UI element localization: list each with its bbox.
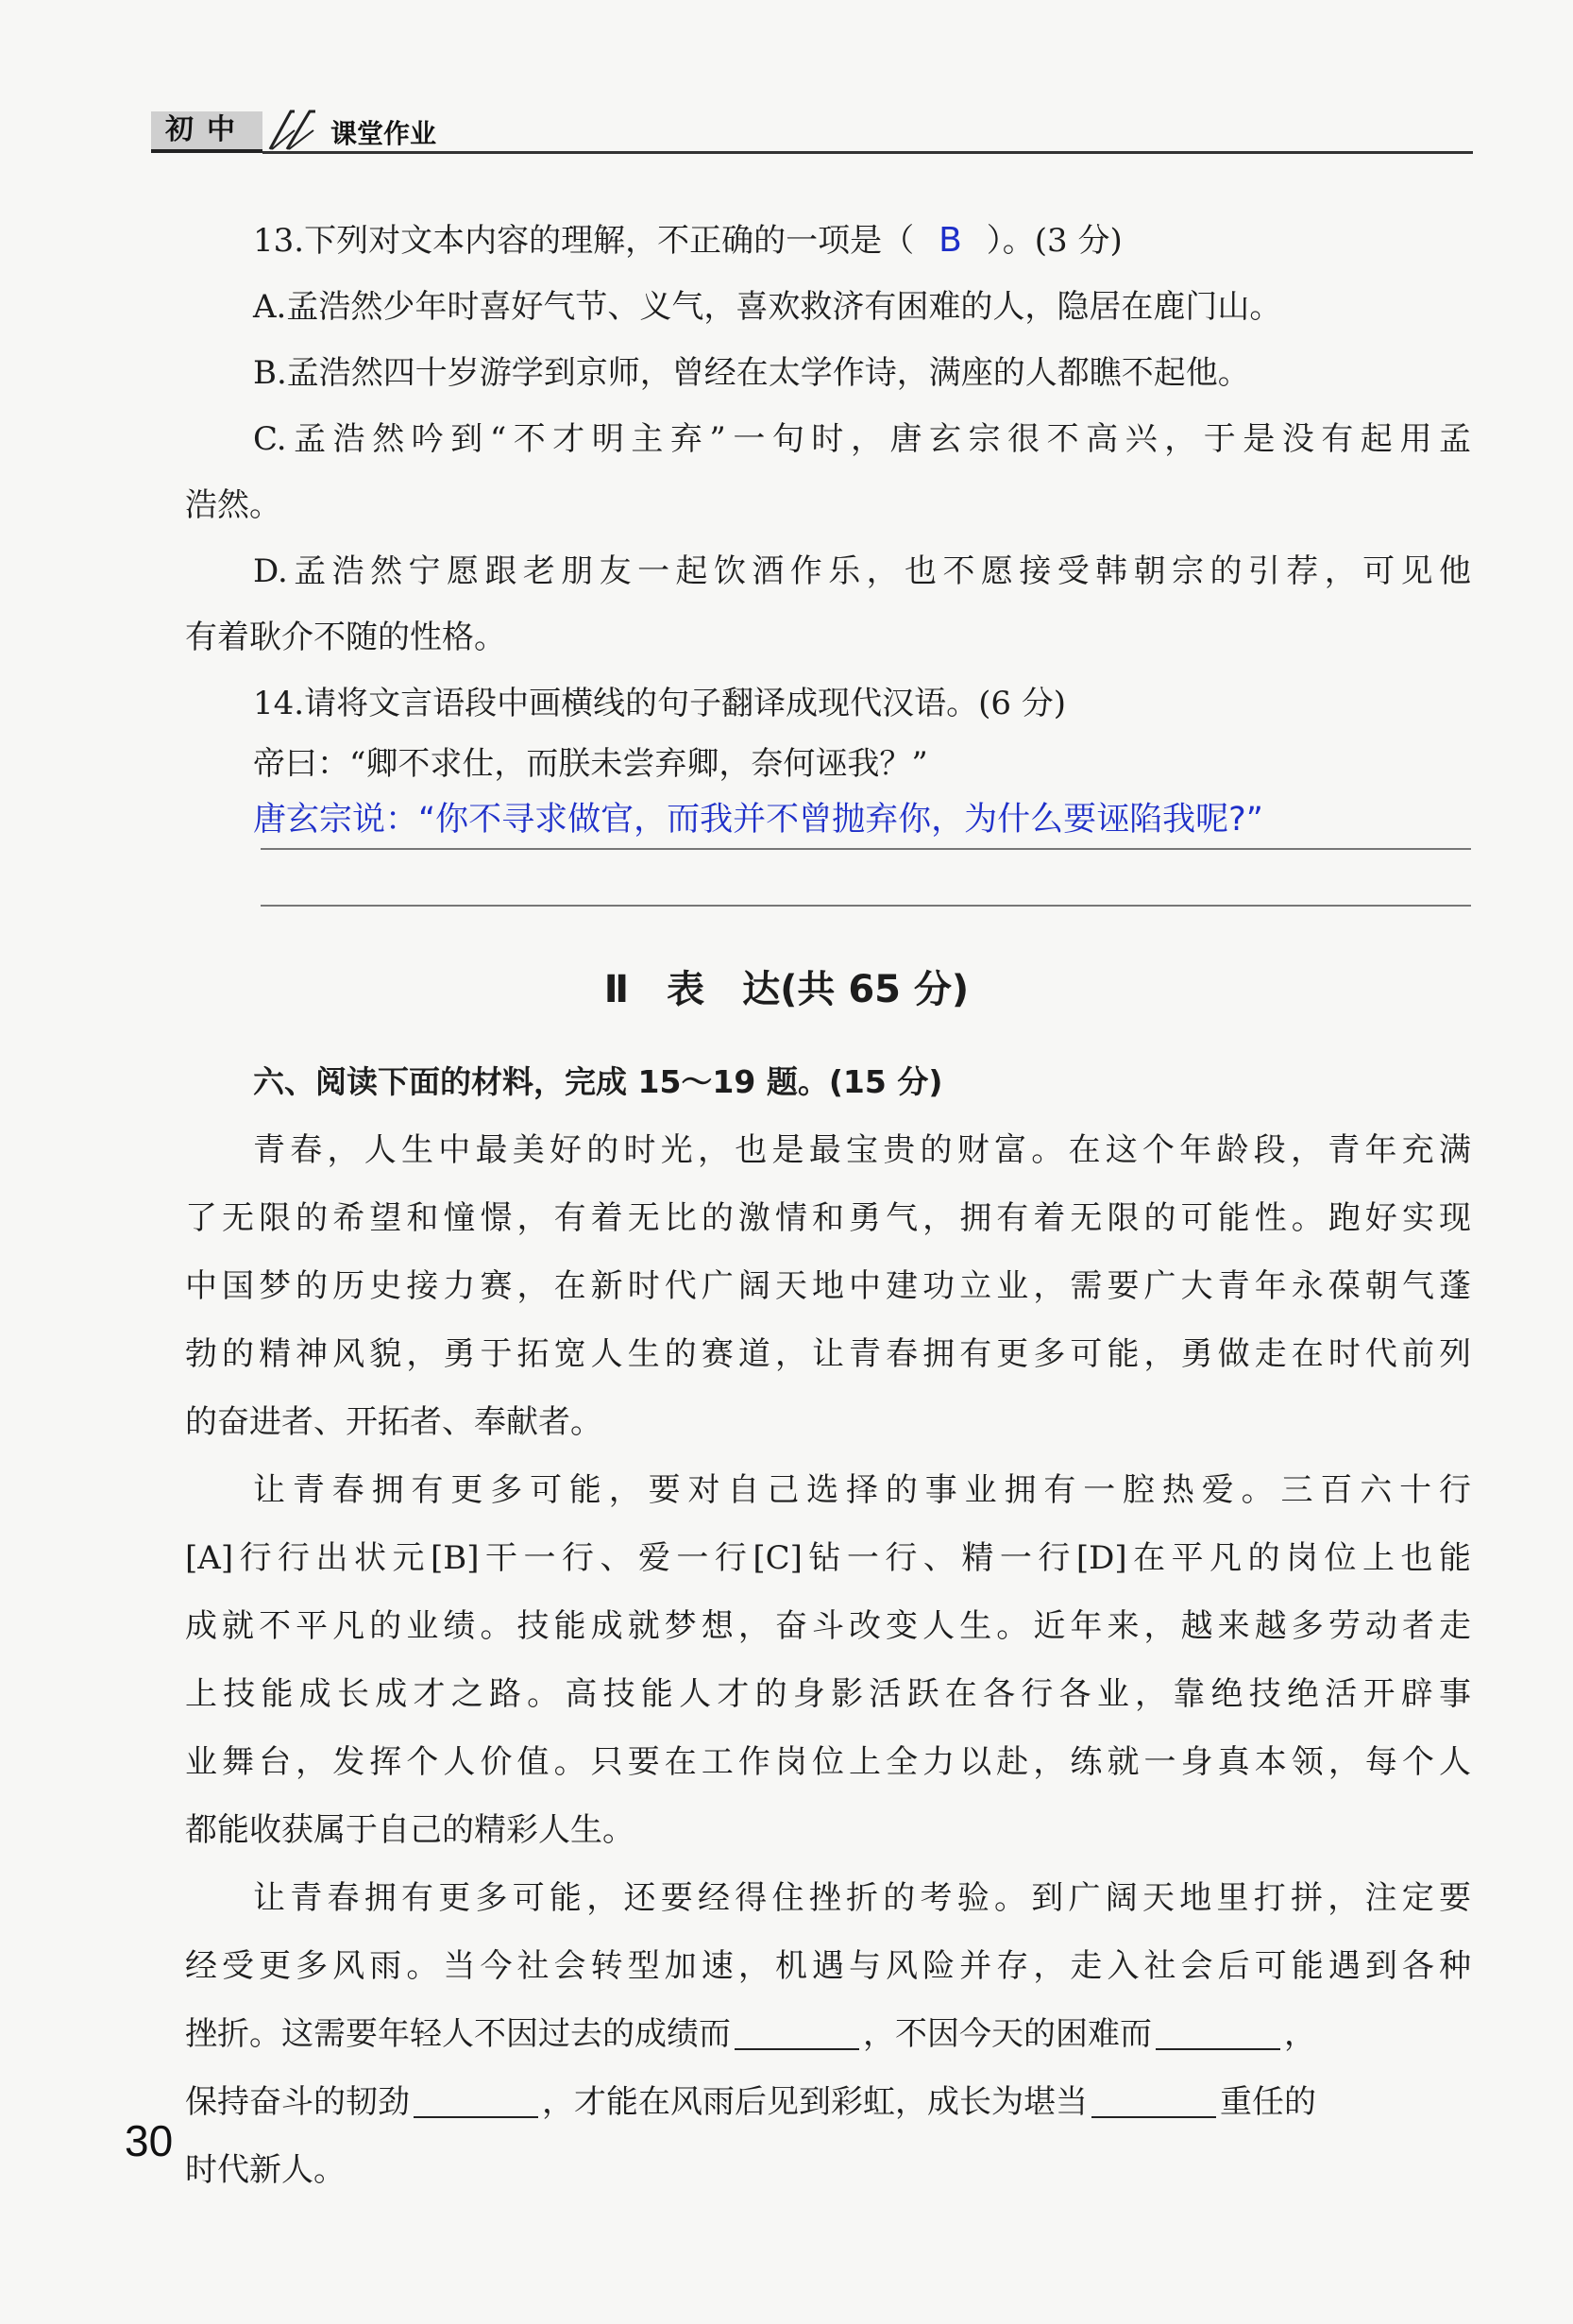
q13-option-a: A.孟浩然少年时喜好气节、义气，喜欢救济有困难的人，隐居在鹿门山。 xyxy=(253,288,1282,326)
header-title: 课堂作业 xyxy=(330,118,437,149)
question-13 xyxy=(185,208,1471,848)
q6-heading: 六、阅读下面的材料，完成 15～19 题。(15 分) xyxy=(253,1063,943,1100)
q14-stem: 14.请将文言语段中画横线的句子翻译成现代汉语。(6 分) xyxy=(253,685,1067,722)
q6-paragraph-3: 让青春拥有更多可能，还要经得住挫折的考验。到广阔天地里打拼，注定要 经受更多风雨。当今社会转型加速，机遇与风险并存，走入社会后可能遇到各种 挫折。这需要年轻人不因过去的成绩而 ，不因今天的困难而 ， 保持奋斗的韧劲 ，才能在风雨后见到彩虹，成长为堪当 重任的 时代新人。 xyxy=(185,1879,1471,2189)
blank-4[interactable] xyxy=(1091,2084,1216,2118)
answer-line-2 xyxy=(261,905,1471,907)
page-number: 30 xyxy=(125,2116,174,2165)
fill-blank-line-1: 挫折。这需要年轻人不因过去的成绩而 ，不因今天的困难而 ， xyxy=(185,2015,1316,2053)
q13-option-d-line1: D.孟浩然宁愿跟老朋友一起饮酒作乐，也不愿接受韩朝宗的引荐，可见他 xyxy=(253,552,1471,590)
blank-3[interactable] xyxy=(414,2084,538,2118)
q13-option-c-line1: C.孟浩然吟到“不才明主弃”一句时，唐玄宗很不高兴，于是没有起用孟 xyxy=(253,420,1471,458)
page-header xyxy=(151,102,1473,147)
blank-1[interactable] xyxy=(735,2016,859,2050)
q13-stem: 13.下列对文本内容的理解，不正确的一项是（ B ）。(3 分) xyxy=(253,221,1123,260)
grade-label: 初中 xyxy=(151,111,262,153)
double-chevron-icon xyxy=(262,104,329,153)
q14-quote: 帝曰：“卿不求仕，而朕未尝弃卿，奈何诬我？” xyxy=(253,745,928,783)
answer-line-1 xyxy=(261,848,1471,850)
header-rule xyxy=(262,151,1473,154)
blank-2[interactable] xyxy=(1156,2016,1280,2050)
section-title: Ⅱ 表 达(共 65 分) xyxy=(603,968,970,1011)
question-6 xyxy=(185,1048,1471,2204)
q13-answer: B xyxy=(939,221,962,260)
q13-option-c-line2: 浩然。 xyxy=(185,486,281,524)
q6-paragraph-2: 让青春拥有更多可能，要对自己选择的事业拥有一腔热爱。三百六十行 [A]行行出状元[B]干一行、爱一行[C]钻一行、精一行[D]在平凡的岗位上也能 成就不平凡的业绩。技能成就梦想，奋斗改变人生。近年来，越来越多劳动者走 上技能成长成才之路。高技能人才的身影活跃在各行各业，靠绝技绝活开辟事 业舞台，发挥个人价值。只要在工作岗位上全力以赴，练就一身真本领，每个人 都能收获属于自己的精彩人生。 xyxy=(185,1471,1471,1849)
q6-paragraph-1: 青春，人生中最美好的时光，也是最宝贵的财富。在这个年龄段，青年充满 了无限的希望和憧憬，有着无比的激情和勇气，拥有着无限的可能性。跑好实现 中国梦的历史接力赛，在新时代广阔天地中建功立业，需要广大青年永葆朝气蓬 勃的精神风貌，勇于拓宽人生的赛道，让青春拥有更多可能，勇做走在时代前列 的奋进者、开拓者、奉献者。 xyxy=(185,1131,1471,1441)
q13-option-d-line2: 有着耿介不随的性格。 xyxy=(185,619,506,656)
fill-blank-line-2: 保持奋斗的韧劲 ，才能在风雨后见到彩虹，成长为堪当 重任的 xyxy=(185,2083,1316,2121)
q14-answer: 唐玄宗说：“你不寻求做官，而我并不曾抛弃你，为什么要诬陷我呢?” xyxy=(253,801,1263,839)
q13-option-b: B.孟浩然四十岁游学到京师，曾经在太学作诗，满座的人都瞧不起他。 xyxy=(253,354,1250,392)
